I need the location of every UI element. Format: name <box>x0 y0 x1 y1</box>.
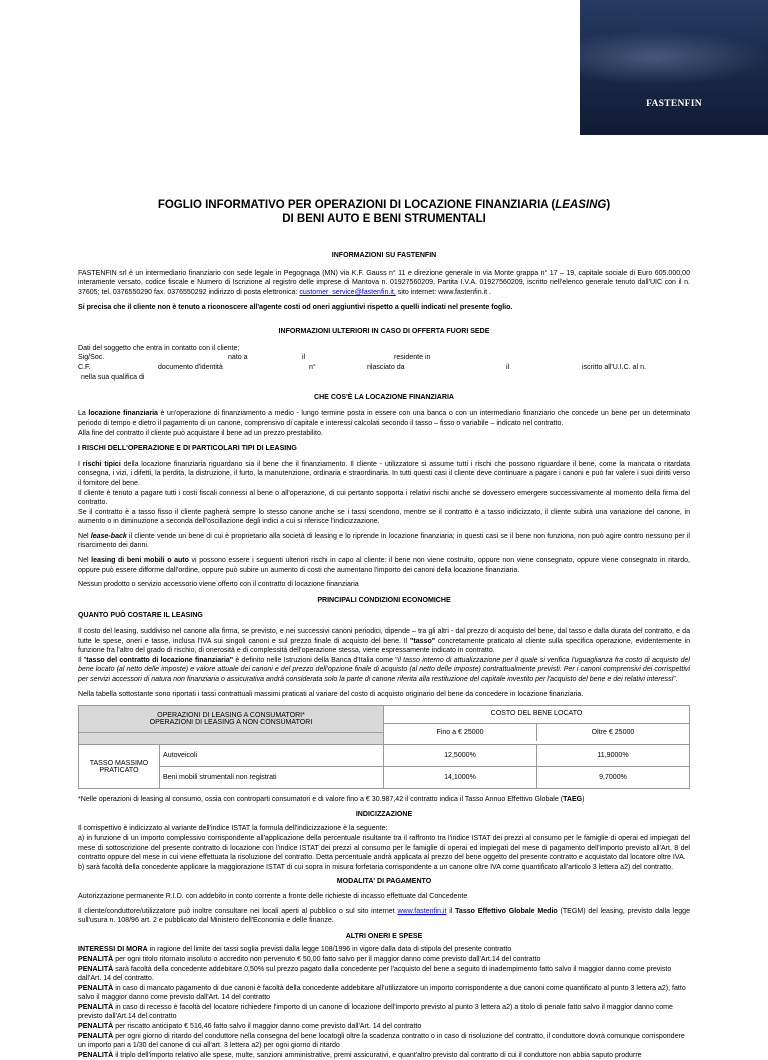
rischi-no-accessori: Nessun prodotto o servizio accessorio viene offerto con il contratto di locazione finanziaria <box>78 581 359 589</box>
section-heading-oneri: ALTRI ONERI E SPESE <box>345 932 423 940</box>
row-label: Beni mobili strumentali non registrati <box>160 767 384 789</box>
section-heading-offerta: INFORMAZIONI ULTERIORI IN CASO DI OFFERTA FUORI SEDE <box>278 327 490 335</box>
oneri-text: per ogni titolo ritornato insoluto o accredito non pervenuto € 50,00 fatto salvo per il maggior danno come previsto dall'Art.14 del contratto <box>113 955 541 963</box>
oneri-text: in caso di mancato pagamento di due canoni è facoltà della concedente addebitare all'utilizzatore un importo corrispondente a due canoni come quantificato al punto 3 lettera a2), fatto salvo il maggior danno come previsto dall'Art. 14 del contratto <box>78 984 686 1002</box>
oneri-item <box>78 1051 690 1060</box>
rischi-paragraph-1 <box>78 460 690 527</box>
row-header-tasso: TASSO MASSIMO PRATICATO <box>79 745 160 789</box>
locazione-text-a: La <box>78 410 89 418</box>
document-subtitle: DI BENI AUTO E BENI STRUMENTALI <box>282 213 486 225</box>
offerta-sig-label: Sig/Soc. <box>78 354 105 362</box>
rischi-term: rischi tipici <box>82 460 121 468</box>
locazione-paragraph <box>78 409 690 438</box>
oneri-text: in ragione del limite dei tassi soglia previsti dalla legge 108/1996 in vigore dalla data di stipula del presente contratto <box>147 946 512 954</box>
section-heading-rischi: I RISCHI DELL'OPERAZIONE E DI PARTICOLARI TIPI DI LEASING <box>78 445 297 453</box>
rischi-paragraph-leaseback <box>78 532 690 551</box>
costo-label: COSTO DEL BENE LOCATO <box>490 710 583 718</box>
section-heading-indicizzazione: INDICIZZAZIONE <box>355 810 413 818</box>
agent-note: Si precisa che il cliente non è tenuto a riconoscere all'agente costi od oneri aggiuntivi rispetto a quelli indicati nel presente foglio. <box>78 304 513 312</box>
oneri-list <box>78 945 690 1060</box>
oneri-key: PENALITÀ <box>78 965 114 973</box>
oneri-text: per riscatto anticipato € 516,46 fatto salvo il maggior danno come previsto dall'Art. 14 del contratto <box>113 1023 422 1031</box>
oneri-item <box>78 1032 690 1051</box>
condizioni-paragraph-1 <box>78 627 690 685</box>
offerta-cf-label: C.F. <box>78 364 91 372</box>
rates-table <box>78 705 690 789</box>
mobili-text-a: Nel <box>78 557 92 565</box>
table-header-spacer <box>79 733 384 745</box>
offerta-line4: nella sua qualifica di <box>81 374 145 382</box>
table-header-costo <box>384 706 690 745</box>
info-paragraph <box>78 269 690 298</box>
leaseback-text-c: il cliente vende un bene di cui è proprietario alla società di leasing e lo riprende in locazione finanziaria; in questi casi se il bene non funziona, non può agire contro nessuno per il risarcimento dei danni. <box>78 532 690 550</box>
tegm-term: Tasso Effettivo Globale Medio <box>455 907 558 915</box>
table-header-operazioni <box>79 706 384 733</box>
row-value: 12,5000% <box>384 745 537 767</box>
indic-p1: Il corrispettivo è indicizzato al variante dell'indice ISTAT la formula dell'indicizzazione è la seguente: <box>78 825 388 833</box>
locazione-text-2: Alla fine del contratto il cliente può acquistare il bene ad un prezzo prestabilito. <box>78 429 323 437</box>
oneri-text: il triplo dell'importo relativo alle spese, multe, sanzioni amministrative, premi assicurativi, e quant'altro previsto dal contratto di cui il conduttore non abbia saputo produrre <box>113 1051 642 1059</box>
indicizzazione-text <box>78 824 690 872</box>
oneri-item <box>78 955 690 965</box>
offerta-residente-label: residente in <box>394 354 431 362</box>
oneri-item <box>78 945 690 955</box>
col-oltre: Oltre € 25000 <box>537 723 689 741</box>
oneri-item <box>78 1022 690 1032</box>
oneri-text: per ogni giorno di ritardo del conduttore nella consegna del bene locatogli oltre la scadenza contratto o in caso di risoluzione del contratto, il conduttore dovrà comunque corrispondere un importo pari a 1/30 del canone di cui all'art. 3 lettera a2) per ogni giorno di ritardo <box>78 1032 685 1050</box>
def-term: tasso del contratto di locazione finanziaria" <box>86 656 234 664</box>
tegm-text-a: Il cliente/conduttore/utilizzatore può inoltre consultare nei locali aperti al pubblico o sul sito internet <box>78 907 398 915</box>
oneri-item <box>78 1003 690 1022</box>
indic-p2: a) in funzione di un importo complessivo corrispondente all'applicazione della percentuale risultante tra il raffronto tra l'indice ISTAT dei prezzi al consumo per le famiglie di operai ed impiegati del mese di sottoscrizione del presente contratto di locazione con l'indice ISTAT dei prezzi al consumo per le famiglie di operai ed impiegati del mese di pagamento dell'importo previsto all'Art. 8 del contratto oppure del mese in cui viene effettuata la risoluzione del contratto. Detta percentuale andrà applicata al prezzo del bene oggetto del presente contratto e acquistato dal locatore oltre IVA. <box>78 834 690 862</box>
pagamento-tegm <box>78 907 690 926</box>
def-quote: il tasso interno di attualizzazione per il quale si verifica l'uguaglianza fra costo di acquisto del bene locato (al netto delle imposte) e valore attuale dei canoni e del prezzo dell'opzione finale di acquisto (al netto delle imposte) contrattualmente previsti. Per i canoni comprensivi dei corrispettivi per servizi accessori di natura non finanziaria o assicurativa andrà considerata solo la parte di canone riferita alla restituzione del capitale investito per l'acquisto del bene e dei relativi interessi <box>78 656 690 683</box>
offerta-nato-label: nato a <box>228 354 248 362</box>
offerta-documento-label: documento d'identità <box>158 364 223 372</box>
col-fino: Fino a € 25000 <box>384 723 537 741</box>
offerta-line2 <box>78 353 690 363</box>
mobili-text-c: vi possono essere i seguenti ulteriori rischi in capo al cliente: il bene non viene costruito, oppure non viene consegnato, oppure viene consegnato in ritardo, oppure può essere difforme dall'ordine, oppure può subire un aumento di costi che aumentano l'importo dei canoni della locazione finanziaria. <box>78 557 690 574</box>
fastenfin-logo <box>580 0 768 135</box>
costo-text-a: Il costo del leasing, suddiviso nel canone alla firma, se previsto, e nei successivi canoni periodici, dipende – tra gli altri - dal prezzo di acquisto del bene, dal tasso e dalla durata del contratto, e da tutte le spese, oneri e tasse, inclusa l'IVA sui singoli canoni e sul prezzo finale di acquisto del bene. Il <box>78 628 690 645</box>
footnote-text: *Nelle operazioni di leasing al consumo, ossia con controparti consumatori e di valore fino a € 30.987,42 il contratto indica il Tasso Annuo Effettivo Globale ( <box>78 796 564 804</box>
row-value: 11,9000% <box>537 745 690 767</box>
oneri-key: INTERESSI DI MORA <box>78 946 148 954</box>
locazione-text-c: è un'operazione di finanziamento a medio - lungo termine posta in essere con una banca o con un intermediario finanziario che concede un bene per un determinato periodo di tempo e dietro il pagamento di un canone, comprensivo di capitale e interessi calcolati secondo il tasso – fisso o variabile – indicato nel contratto. <box>78 410 690 427</box>
tegm-text-d: (TEGM) del leasing, previsto dalla legge sull'usura n. 108/96 art. 2 e pubblicato dal Ministero dell'Economia e delle finanze. <box>78 907 690 925</box>
offerta-line1: Dati del soggetto che entra in contatto con il cliente; <box>78 344 240 352</box>
leaseback-text-a: Nel <box>78 532 91 540</box>
section-heading-locazione: CHE COS'È LA LOCAZIONE FINANZIARIA <box>313 393 454 401</box>
costo-text-c: concretamente praticato al cliente sulla specifica operazione, evidentemente in funzione fra l'altro del grado di rischio, di onerosità e di complessità dell'operazione stessa, viene espressamente indicato in contratto. <box>78 637 690 655</box>
rischi-text-c: della locazione finanziaria riguardano sia il bene che il finanziamento. Il cliente - utilizzatore si assume tutti i rischi che possono riguardare il bene, come la mancata o ritardata consegna, i vizi, i difetti, la perdita, la distruzione, il furto, la manutenzione, ordinaria e straordinaria. In tutti questi casi il cliente deve continuare a pagare i canoni e può far valere i suoi diritti verso il fornitore del bene. <box>78 460 691 487</box>
section-heading-condizioni: PRINCIPALI CONDIZIONI ECONOMICHE <box>317 596 451 604</box>
offerta-iscritto-label: iscritto all'U.I.C. al n. <box>582 364 647 372</box>
logo-text: FASTENFIN <box>646 99 702 109</box>
condizioni-paragraph-2: Nella tabella sottostante sono riportati i tassi contrattuali massimi praticati al variare del costo di acquisto originario del bene da concedere in locazione finanziaria. <box>78 690 584 698</box>
offerta-rilasciato-label: rilasciato da <box>367 364 405 372</box>
row-value: 9,7000% <box>537 767 690 789</box>
section-heading-pagamento: MODALITA' DI PAGAMENTO <box>336 878 432 886</box>
rischi-text-a: I <box>78 460 83 468</box>
logo-shine <box>580 30 768 85</box>
pagamento-rid: Autorizzazione permanente R.I.D. con addebito in conto corrente a fronte delle richieste di incasso effettuate dal Concedente <box>78 892 468 900</box>
oneri-item <box>78 984 690 1003</box>
table-footnote <box>78 795 690 805</box>
offerta-n-label: n° <box>309 364 316 372</box>
oneri-text: in caso di recesso è facoltà del locatore richiedere l'importo di un canone di locazione dell'importo previsto al punto 3 lettera a2) a titolo di penale fatto salvo il maggior danno come previsto dall'Art.14 del contratto <box>78 1003 673 1021</box>
locazione-term: locazione finanziaria <box>88 410 158 418</box>
def-text-c: è definito nelle Istruzioni della Banca d'Italia come " <box>233 656 398 664</box>
oneri-key: PENALITÀ <box>78 1023 114 1031</box>
row-value: 14,1000% <box>384 767 537 789</box>
oneri-key: PENALITÀ <box>78 1032 114 1040</box>
indic-p3: b) sarà facoltà della concedente applicare la maggiorazione ISTAT di cui sopra in misura forfetaria corrispondente a un canone oltre IVA come quantificato all'articolo 3 lettera a2) del contratto. <box>78 863 674 871</box>
email-link[interactable]: customer_service@fastenfin.it, <box>299 288 396 296</box>
oneri-key: PENALITÀ <box>78 984 114 992</box>
row-label: Autoveicoli <box>160 745 384 767</box>
hdr-non-consumatori: OPERAZIONI DI LEASING A NON CONSUMATORI <box>149 719 313 727</box>
hdr-consumatori: OPERAZIONI DI LEASING A CONSUMATORI* <box>157 712 305 720</box>
rischi-paragraph-mobili <box>78 556 690 575</box>
condizioni-subheading: QUANTO PUÒ COSTARE IL LEASING <box>78 612 203 620</box>
oneri-key: PENALITÀ <box>78 955 114 963</box>
def-text-e: ". <box>673 676 678 683</box>
oneri-item <box>78 965 690 984</box>
document-title: FOGLIO INFORMATIVO PER OPERAZIONI DI LOCAZIONE FINANZIARIA (LEASING) <box>157 199 611 211</box>
rischi-text-3: Se il contratto è a tasso fisso il cliente pagherà sempre lo stesso canone anche se i tassi scendono, mentre se il contratto è a tasso indicizzato, il cliente subirà una variazione del canone, in aumento o in diminuzione a seconda dell'oscillazione degli indici a cui si riferisce l'indicizzazione. <box>78 508 690 526</box>
rischi-text-2: Il cliente è tenuto a pagare tutti i costi fiscali connessi al bene o all'operazione, di cui pertanto sopporta i relativi rischi anche se dovessero emergere successivamente al momento della firma del contratto. <box>78 489 690 507</box>
oneri-text: sarà facoltà della concedente addebitare 0,50% sul prezzo pagato dalla concedente per l'acquisto del bene a seguito di inadempimento fatto salvo il maggior danno come previsto dall'Art. 14 del contratto. <box>78 965 672 983</box>
leaseback-term: lease-back <box>90 532 127 540</box>
site-text: sito internet: www.fastenfin.it . <box>397 288 492 296</box>
offerta-il2-label: il <box>506 364 510 372</box>
def-text-a: Il " <box>78 656 87 664</box>
oneri-key: PENALITÀ <box>78 1003 114 1011</box>
oneri-key: PENALITÀ <box>78 1051 114 1059</box>
website-link[interactable]: www.fastenfin.it <box>397 907 447 915</box>
mobili-term: leasing di beni mobili o auto <box>91 557 189 565</box>
offerta-line3 <box>78 363 690 373</box>
offerta-il-label: il <box>302 354 306 362</box>
tasso-term: "tasso" <box>410 637 436 645</box>
footnote-taeg: TAEG <box>563 796 583 804</box>
info-text: FASTENFIN srl è un intermediario finanziario con sede legale in Pegognaga (MN) via K.F. Gauss n° 11 e direzione generale in via Monte grappa n° 17 – 19, capitale sociale di Euro 605.000,00 interamente versato, codice fiscale e Numero di Iscrizione al registro delle imprese di Mantova n. 01927560209, Partita I.V.A. 01927560209, iscritto nell'elenco generale tenuto dall'UIC con il n. 37605; tel. 0376550290 fax. 0376550292 indirizzo di posta elettronica: <box>78 269 690 296</box>
tegm-text-b: il <box>446 907 456 915</box>
footnote-close: ) <box>582 796 585 804</box>
section-heading-info: INFORMAZIONI SU FASTENFIN <box>331 252 437 259</box>
